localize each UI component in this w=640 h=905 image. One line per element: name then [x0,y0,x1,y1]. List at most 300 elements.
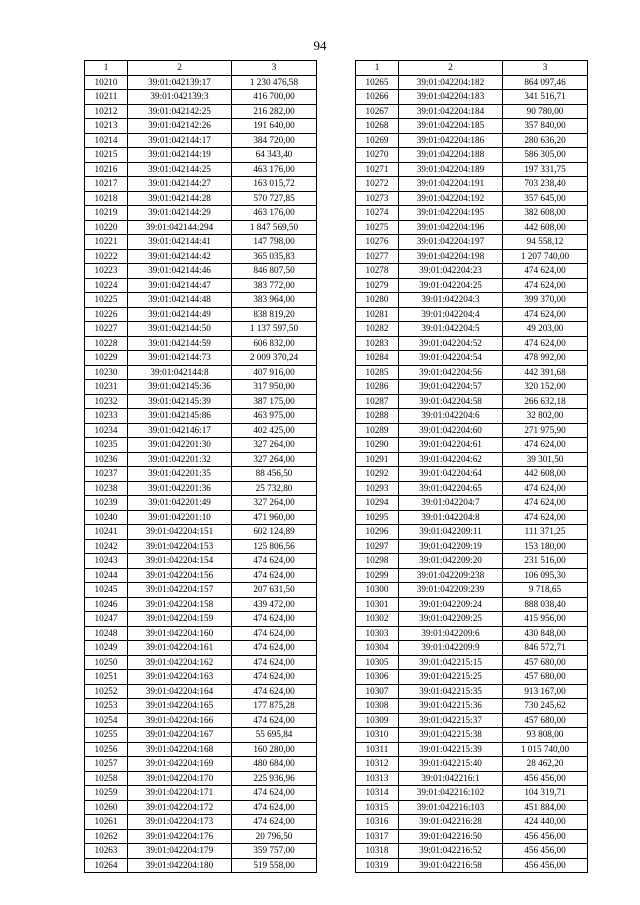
cadastral-number: 39:01:042204:185 [399,119,503,134]
cadastral-value: 474 624,00 [503,264,588,279]
cadastral-value: 424 440,00 [503,815,588,830]
registry-table-left [84,60,317,873]
cadastral-number: 39:01:042209:24 [399,597,503,612]
table-row [85,336,317,351]
table-row [85,380,317,395]
row-number: 10277 [356,249,399,264]
cadastral-value: 474 624,00 [232,800,317,815]
row-number: 10309 [356,713,399,728]
table-row [85,597,317,612]
cadastral-number: 39:01:042204:192 [399,191,503,206]
cadastral-number: 39:01:042216:50 [399,829,503,844]
cadastral-number: 39:01:042144:49 [128,307,232,322]
table-row [85,119,317,134]
table-row [85,539,317,554]
cadastral-value: 456 456,00 [503,829,588,844]
table-row [85,394,317,409]
row-number: 10289 [356,423,399,438]
row-number: 10252 [85,684,128,699]
cadastral-value: 28 462,20 [503,757,588,772]
cadastral-value: 474 624,00 [503,496,588,511]
cadastral-number: 39:01:042204:179 [128,844,232,859]
table-row [85,162,317,177]
cadastral-number: 39:01:042204:173 [128,815,232,830]
cadastral-number: 39:01:042215:38 [399,728,503,743]
table-row [85,844,317,859]
table-row [356,612,588,627]
cadastral-number: 39:01:042204:168 [128,742,232,757]
row-number: 10261 [85,815,128,830]
cadastral-value: 439 472,00 [232,597,317,612]
cadastral-value: 442 608,00 [503,467,588,482]
table-row [85,438,317,453]
cadastral-number: 39:01:042204:159 [128,612,232,627]
cadastral-value: 838 819,20 [232,307,317,322]
cadastral-number: 39:01:042204:52 [399,336,503,351]
cadastral-number: 39:01:042204:56 [399,365,503,380]
cadastral-number: 39:01:042204:198 [399,249,503,264]
cadastral-value: 415 956,00 [503,612,588,627]
cadastral-number: 39:01:042204:64 [399,467,503,482]
cadastral-number: 39:01:042215:40 [399,757,503,772]
table-row [356,307,588,322]
table-row [356,206,588,221]
cadastral-number: 39:01:042144:59 [128,336,232,351]
row-number: 10288 [356,409,399,424]
table-row [85,583,317,598]
cadastral-number: 39:01:042145:39 [128,394,232,409]
cadastral-value: 1 207 740,00 [503,249,588,264]
row-number: 10229 [85,351,128,366]
row-number: 10308 [356,699,399,714]
cadastral-number: 39:01:042204:4 [399,307,503,322]
row-number: 10247 [85,612,128,627]
row-number: 10278 [356,264,399,279]
cadastral-number: 39:01:042216:1 [399,771,503,786]
cadastral-value: 271 975,90 [503,423,588,438]
cadastral-number: 39:01:042139:3 [128,90,232,105]
cadastral-number: 39:01:042204:171 [128,786,232,801]
table-row [85,235,317,250]
row-number: 10316 [356,815,399,830]
cadastral-number: 39:01:042204:25 [399,278,503,293]
row-number: 10219 [85,206,128,221]
table-row [356,699,588,714]
table-row [356,742,588,757]
row-number: 10258 [85,771,128,786]
cadastral-number: 39:01:042204:160 [128,626,232,641]
cadastral-number: 39:01:042215:36 [399,699,503,714]
cadastral-number: 39:01:042144:73 [128,351,232,366]
cadastral-value: 153 180,00 [503,539,588,554]
page-number: 94 [313,38,327,53]
row-number: 10253 [85,699,128,714]
row-number: 10211 [85,90,128,105]
cadastral-number: 39:01:042204:182 [399,75,503,90]
cadastral-value: 703 238,40 [503,177,588,192]
table-row [356,249,588,264]
cadastral-number: 39:01:042204:23 [399,264,503,279]
cadastral-number: 39:01:042204:167 [128,728,232,743]
cadastral-number: 39:01:042215:35 [399,684,503,699]
table-row [356,394,588,409]
cadastral-value: 1 847 569,50 [232,220,317,235]
table-row [356,133,588,148]
row-number: 10212 [85,104,128,119]
row-number: 10284 [356,351,399,366]
table-row [356,235,588,250]
row-number: 10287 [356,394,399,409]
row-number: 10307 [356,684,399,699]
table-row [85,699,317,714]
table-row [356,554,588,569]
cadastral-value: 463 176,00 [232,206,317,221]
table-row [356,844,588,859]
row-number: 10226 [85,307,128,322]
row-number: 10223 [85,264,128,279]
cadastral-number: 39:01:042204:166 [128,713,232,728]
column-header-value: 3 [232,61,317,76]
row-number: 10306 [356,670,399,685]
row-number: 10259 [85,786,128,801]
column-header-number: 1 [85,61,128,76]
cadastral-value: 32 802,00 [503,409,588,424]
cadastral-number: 39:01:042204:65 [399,481,503,496]
cadastral-number: 39:01:042216:58 [399,858,503,873]
row-number: 10254 [85,713,128,728]
cadastral-number: 39:01:042216:28 [399,815,503,830]
cadastral-value: 478 992,00 [503,351,588,366]
table-row [356,757,588,772]
table-row [356,655,588,670]
table-row [356,278,588,293]
cadastral-number: 39:01:042201:35 [128,467,232,482]
cadastral-value: 327 264,00 [232,452,317,467]
cadastral-value: 106 095,30 [503,568,588,583]
cadastral-value: 216 282,00 [232,104,317,119]
cadastral-number: 39:01:042144:29 [128,206,232,221]
row-number: 10318 [356,844,399,859]
cadastral-value: 1 230 476,58 [232,75,317,90]
cadastral-number: 39:01:042204:197 [399,235,503,250]
cadastral-number: 39:01:042204:188 [399,148,503,163]
table-row [356,423,588,438]
cadastral-number: 39:01:042209:19 [399,539,503,554]
cadastral-value: 191 640,00 [232,119,317,134]
cadastral-value: 846 807,50 [232,264,317,279]
cadastral-value: 2 009 370,24 [232,351,317,366]
table-row [85,858,317,873]
cadastral-number: 39:01:042209:238 [399,568,503,583]
cadastral-number: 39:01:042204:7 [399,496,503,511]
row-number: 10215 [85,148,128,163]
row-number: 10295 [356,510,399,525]
registry-table-right [355,60,588,873]
cadastral-value: 474 624,00 [232,626,317,641]
cadastral-number: 39:01:042204:191 [399,177,503,192]
row-number: 10281 [356,307,399,322]
cadastral-number: 39:01:042204:6 [399,409,503,424]
cadastral-value: 88 456,50 [232,467,317,482]
cadastral-number: 39:01:042145:86 [128,409,232,424]
table-row [85,829,317,844]
row-number: 10231 [85,380,128,395]
table-row [85,496,317,511]
cadastral-value: 231 516,00 [503,554,588,569]
table-row [85,481,317,496]
cadastral-value: 327 264,00 [232,438,317,453]
table-row [356,641,588,656]
cadastral-value: 474 624,00 [232,568,317,583]
cadastral-value: 471 960,00 [232,510,317,525]
table-row [356,829,588,844]
cadastral-value: 399 370,00 [503,293,588,308]
row-number: 10270 [356,148,399,163]
cadastral-number: 39:01:042204:60 [399,423,503,438]
row-number: 10275 [356,220,399,235]
cadastral-number: 39:01:042201:10 [128,510,232,525]
row-number: 10279 [356,278,399,293]
cadastral-number: 39:01:042204:169 [128,757,232,772]
row-number: 10314 [356,786,399,801]
row-number: 10269 [356,133,399,148]
table-row [85,351,317,366]
cadastral-number: 39:01:042204:162 [128,655,232,670]
row-number: 10319 [356,858,399,873]
table-row [85,75,317,90]
cadastral-number: 39:01:042216:103 [399,800,503,815]
table-row [85,452,317,467]
table-row [356,858,588,873]
row-number: 10298 [356,554,399,569]
cadastral-number: 39:01:042204:62 [399,452,503,467]
cadastral-number: 39:01:042144:28 [128,191,232,206]
cadastral-value: 474 624,00 [232,670,317,685]
row-number: 10213 [85,119,128,134]
row-number: 10225 [85,293,128,308]
table-row [356,75,588,90]
cadastral-value: 451 884,00 [503,800,588,815]
cadastral-number: 39:01:042204:195 [399,206,503,221]
row-number: 10301 [356,597,399,612]
table-row [356,293,588,308]
table-row [356,351,588,366]
table-row [356,800,588,815]
cadastral-number: 39:01:042144:46 [128,264,232,279]
table-row [356,191,588,206]
table-row [85,365,317,380]
row-number: 10246 [85,597,128,612]
table-row [356,815,588,830]
table-row [85,510,317,525]
row-number: 10242 [85,539,128,554]
cadastral-number: 39:01:042204:183 [399,90,503,105]
table-row [85,90,317,105]
cadastral-value: 177 875,28 [232,699,317,714]
row-number: 10272 [356,177,399,192]
cadastral-value: 357 840,00 [503,119,588,134]
table-row [356,220,588,235]
cadastral-value: 602 124,89 [232,525,317,540]
table-row [85,525,317,540]
table-row [85,713,317,728]
cadastral-value: 463 975,00 [232,409,317,424]
cadastral-value: 480 684,00 [232,757,317,772]
cadastral-number: 39:01:042204:180 [128,858,232,873]
cadastral-number: 39:01:042204:61 [399,438,503,453]
cadastral-value: 383 772,00 [232,278,317,293]
table-row [85,655,317,670]
row-number: 10292 [356,467,399,482]
cadastral-value: 416 700,00 [232,90,317,105]
table-row [356,568,588,583]
cadastral-number: 39:01:042201:49 [128,496,232,511]
table-row [356,670,588,685]
cadastral-number: 39:01:042144:17 [128,133,232,148]
row-number: 10264 [85,858,128,873]
row-number: 10249 [85,641,128,656]
row-number: 10233 [85,409,128,424]
table-row [356,597,588,612]
row-number: 10286 [356,380,399,395]
cadastral-number: 39:01:042204:161 [128,641,232,656]
cadastral-value: 606 832,00 [232,336,317,351]
row-number: 10315 [356,800,399,815]
table-row [356,409,588,424]
table-row [356,525,588,540]
cadastral-number: 39:01:042209:20 [399,554,503,569]
cadastral-value: 474 624,00 [232,786,317,801]
table-row [356,481,588,496]
cadastral-value: 25 732,80 [232,481,317,496]
cadastral-number: 39:01:042204:186 [399,133,503,148]
cadastral-number: 39:01:042204:170 [128,771,232,786]
cadastral-value: 104 319,71 [503,786,588,801]
table-row [356,264,588,279]
cadastral-value: 519 558,00 [232,858,317,873]
cadastral-number: 39:01:042204:164 [128,684,232,699]
cadastral-value: 474 624,00 [503,336,588,351]
cadastral-value: 163 015,72 [232,177,317,192]
cadastral-number: 39:01:042204:158 [128,597,232,612]
cadastral-value: 457 680,00 [503,655,588,670]
table-row [356,786,588,801]
cadastral-number: 39:01:042144:27 [128,177,232,192]
cadastral-value: 197 331,75 [503,162,588,177]
cadastral-number: 39:01:042215:25 [399,670,503,685]
cadastral-number: 39:01:042144:50 [128,322,232,337]
cadastral-number: 39:01:042209:6 [399,626,503,641]
table-row [356,119,588,134]
cadastral-value: 382 608,00 [503,206,588,221]
cadastral-number: 39:01:042139:17 [128,75,232,90]
table-row [85,206,317,221]
cadastral-number: 39:01:042204:157 [128,583,232,598]
table-row [85,104,317,119]
cadastral-value: 456 456,00 [503,844,588,859]
cadastral-value: 457 680,00 [503,670,588,685]
cadastral-number: 39:01:042145:36 [128,380,232,395]
table-row [85,322,317,337]
cadastral-value: 570 727,85 [232,191,317,206]
cadastral-value: 474 624,00 [232,815,317,830]
table-row [356,380,588,395]
cadastral-value: 474 624,00 [503,307,588,322]
cadastral-value: 442 391,68 [503,365,588,380]
row-number: 10304 [356,641,399,656]
row-number: 10210 [85,75,128,90]
table-row [85,249,317,264]
table-row [356,510,588,525]
table-header-row [85,61,317,76]
cadastral-number: 39:01:042204:165 [128,699,232,714]
row-number: 10268 [356,119,399,134]
cadastral-number: 39:01:042204:163 [128,670,232,685]
table-row [85,800,317,815]
table-row [356,104,588,119]
row-number: 10244 [85,568,128,583]
cadastral-number: 39:01:042216:102 [399,786,503,801]
cadastral-number: 39:01:042215:15 [399,655,503,670]
cadastral-value: 20 796,50 [232,829,317,844]
cadastral-number: 39:01:042144:42 [128,249,232,264]
cadastral-number: 39:01:042204:153 [128,539,232,554]
row-number: 10240 [85,510,128,525]
row-number: 10305 [356,655,399,670]
cadastral-value: 474 624,00 [232,684,317,699]
cadastral-value: 586 305,00 [503,148,588,163]
row-number: 10234 [85,423,128,438]
row-number: 10312 [356,757,399,772]
row-number: 10237 [85,467,128,482]
cadastral-value: 147 798,00 [232,235,317,250]
table-row [85,612,317,627]
row-number: 10297 [356,539,399,554]
cadastral-number: 39:01:042204:58 [399,394,503,409]
row-number: 10236 [85,452,128,467]
cadastral-value: 357 645,00 [503,191,588,206]
cadastral-number: 39:01:042204:57 [399,380,503,395]
cadastral-number: 39:01:042204:54 [399,351,503,366]
table-row [85,757,317,772]
cadastral-value: 93 808,00 [503,728,588,743]
cadastral-number: 39:01:042209:9 [399,641,503,656]
table-row [85,409,317,424]
table-row [85,742,317,757]
column-header-cadastral: 2 [399,61,503,76]
cadastral-value: 55 695,84 [232,728,317,743]
cadastral-value: 9 718,65 [503,583,588,598]
row-number: 10317 [356,829,399,844]
cadastral-number: 39:01:042144:47 [128,278,232,293]
cadastral-number: 39:01:042204:172 [128,800,232,815]
table-row [85,554,317,569]
cadastral-number: 39:01:042142:25 [128,104,232,119]
column-header-value: 3 [503,61,588,76]
cadastral-number: 39:01:042144:25 [128,162,232,177]
row-number: 10267 [356,104,399,119]
cadastral-value: 864 097,46 [503,75,588,90]
cadastral-value: 456 456,00 [503,858,588,873]
table-row [356,626,588,641]
cadastral-value: 320 152,00 [503,380,588,395]
cadastral-value: 383 964,00 [232,293,317,308]
cadastral-value: 266 632,18 [503,394,588,409]
table-row [356,539,588,554]
row-number: 10220 [85,220,128,235]
row-number: 10280 [356,293,399,308]
table-row [85,815,317,830]
